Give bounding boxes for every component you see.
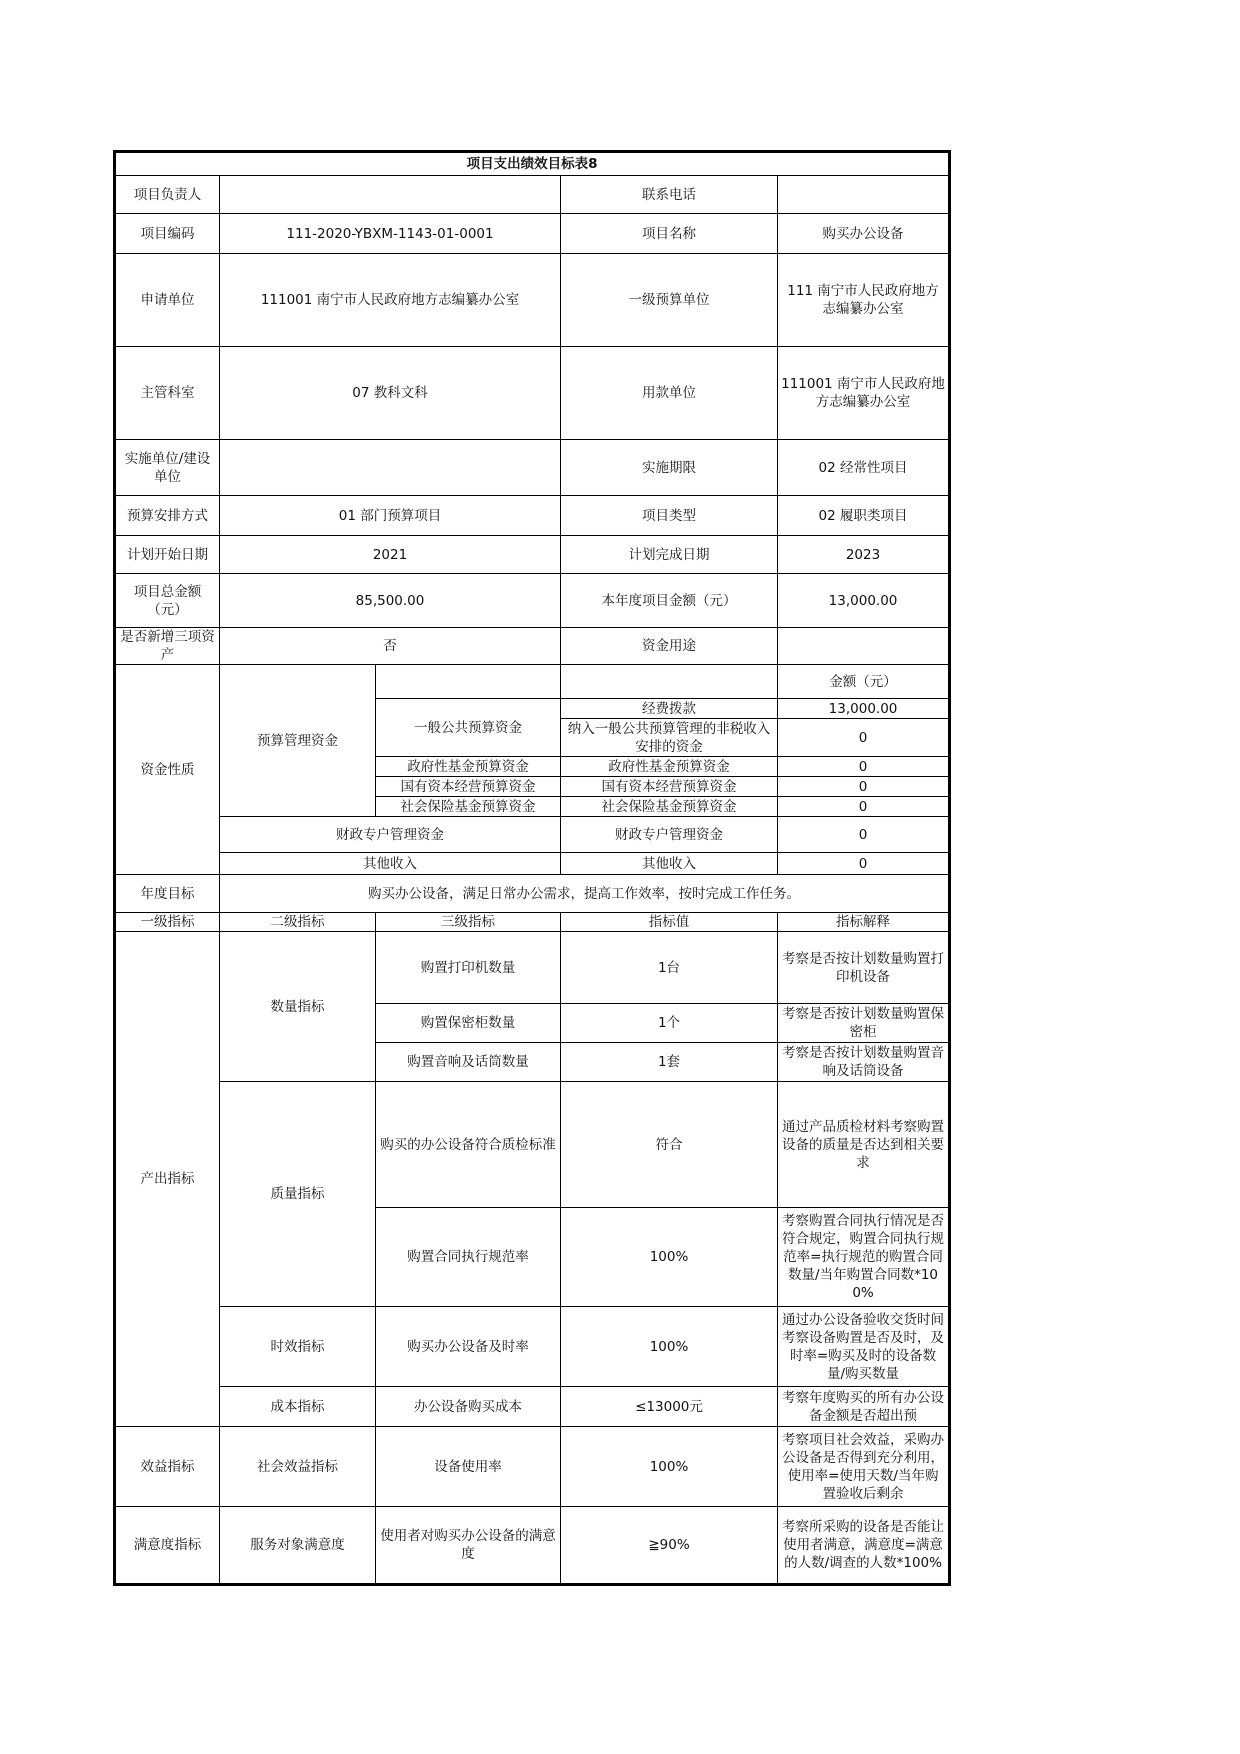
c1-desc: 考察年度购买的所有办公设备金额是否超出预 [778, 1387, 950, 1427]
s1-desc: 考察项目社会效益，采购办公设备是否得到充分利用，使用率=使用天数/当年购置验收后剩余 [778, 1427, 950, 1507]
budget-mgmt-label: 预算管理资金 [220, 665, 376, 817]
q2-name: 购置保密柜数量 [376, 1004, 561, 1043]
payer-label: 用款单位 [561, 347, 778, 440]
output-indicator-label: 产出指标 [115, 932, 220, 1427]
ql1-desc: 通过产品质检材料考察购置设备的质量是否达到相关要求 [778, 1082, 950, 1208]
phone-label: 联系电话 [561, 176, 778, 214]
funds-blank-cell [376, 665, 561, 699]
type-value: 02 履职类项目 [778, 496, 950, 536]
state-capital-value: 0 [778, 777, 950, 797]
level1-label: 一级预算单位 [561, 254, 778, 347]
social-insurance-value: 0 [778, 797, 950, 817]
header-level3: 三级指标 [376, 913, 561, 932]
q3-value: 1套 [561, 1043, 778, 1082]
code-label: 项目编码 [115, 214, 220, 254]
special-label-2: 财政专户管理资金 [561, 817, 778, 853]
total-value: 85,500.00 [220, 574, 561, 628]
appropriation-value: 13,000.00 [778, 699, 950, 719]
dept-value: 07 教科文科 [220, 347, 561, 440]
quality-indicator-label: 质量指标 [220, 1082, 376, 1307]
header-level1: 一级指标 [115, 913, 220, 932]
t1-name: 购买办公设备及时率 [376, 1307, 561, 1387]
end-value: 2023 [778, 536, 950, 574]
service-satisfaction-label: 服务对象满意度 [220, 1507, 376, 1585]
nontax-value: 0 [778, 719, 950, 757]
owner-value [220, 176, 561, 214]
impl-value [220, 440, 561, 496]
sat1-desc: 考察所采购的设备是否能让使用者满意，满意度=满意的人数/调查的人数*100% [778, 1507, 950, 1585]
annual-goal-label: 年度目标 [115, 875, 220, 913]
amount-header: 金额（元） [778, 665, 950, 699]
gov-fund-value: 0 [778, 757, 950, 777]
state-capital-label-2: 国有资本经营预算资金 [561, 777, 778, 797]
other-label-2: 其他收入 [561, 853, 778, 875]
applicant-label: 申请单位 [115, 254, 220, 347]
budget-mode-label: 预算安排方式 [115, 496, 220, 536]
q1-value: 1台 [561, 932, 778, 1004]
ql1-name: 购买的办公设备符合质检标准 [376, 1082, 561, 1208]
period-label: 实施期限 [561, 440, 778, 496]
header-value: 指标值 [561, 913, 778, 932]
name-label: 项目名称 [561, 214, 778, 254]
q2-desc: 考察是否按计划数量购置保密柜 [778, 1004, 950, 1043]
budget-mode-value: 01 部门预算项目 [220, 496, 561, 536]
gov-fund-label-2: 政府性基金预算资金 [561, 757, 778, 777]
header-level2: 二级指标 [220, 913, 376, 932]
annual-goal-value: 购买办公设备，满足日常办公需求，提高工作效率，按时完成工作任务。 [220, 875, 950, 913]
phone-value [778, 176, 950, 214]
table-title: 项目支出绩效目标表8 [115, 152, 950, 176]
performance-target-table [113, 150, 951, 1586]
period-value: 02 经常性项目 [778, 440, 950, 496]
payer-value: 111001 南宁市人民政府地方志编纂办公室 [778, 347, 950, 440]
sat1-value: ≧90% [561, 1507, 778, 1585]
year-amount-value: 13,000.00 [778, 574, 950, 628]
ql1-value: 符合 [561, 1082, 778, 1208]
name-value: 购买办公设备 [778, 214, 950, 254]
appropriation-label: 经费拨款 [561, 699, 778, 719]
impl-label: 实施单位/建设单位 [115, 440, 220, 496]
c1-name: 办公设备购买成本 [376, 1387, 561, 1427]
dept-label: 主管科室 [115, 347, 220, 440]
special-value: 0 [778, 817, 950, 853]
funds-blank-cell [561, 665, 778, 699]
start-label: 计划开始日期 [115, 536, 220, 574]
state-capital-label: 国有资本经营预算资金 [376, 777, 561, 797]
general-public-label: 一般公共预算资金 [376, 699, 561, 757]
nontax-label: 纳入一般公共预算管理的非税收入安排的资金 [561, 719, 778, 757]
total-label: 项目总金额（元） [115, 574, 220, 628]
applicant-value: 111001 南宁市人民政府地方志编纂办公室 [220, 254, 561, 347]
t1-value: 100% [561, 1307, 778, 1387]
funds-label: 资金性质 [115, 665, 220, 875]
timeliness-indicator-label: 时效指标 [220, 1307, 376, 1387]
year-amount-label: 本年度项目金额（元） [561, 574, 778, 628]
q3-desc: 考察是否按计划数量购置音响及话筒设备 [778, 1043, 950, 1082]
other-value: 0 [778, 853, 950, 875]
usage-value [778, 628, 950, 665]
header-explain: 指标解释 [778, 913, 950, 932]
quantity-indicator-label: 数量指标 [220, 932, 376, 1082]
s1-value: 100% [561, 1427, 778, 1507]
ql2-value: 100% [561, 1208, 778, 1307]
q1-desc: 考察是否按计划数量购置打印机设备 [778, 932, 950, 1004]
s1-name: 设备使用率 [376, 1427, 561, 1507]
gov-fund-label: 政府性基金预算资金 [376, 757, 561, 777]
social-insurance-label: 社会保险基金预算资金 [376, 797, 561, 817]
end-label: 计划完成日期 [561, 536, 778, 574]
sat1-name: 使用者对购买办公设备的满意度 [376, 1507, 561, 1585]
other-label: 其他收入 [220, 853, 561, 875]
owner-label: 项目负责人 [115, 176, 220, 214]
c1-value: ≤13000元 [561, 1387, 778, 1427]
satisfaction-indicator-label: 满意度指标 [115, 1507, 220, 1585]
benefit-indicator-label: 效益指标 [115, 1427, 220, 1507]
level1-value: 111 南宁市人民政府地方志编纂办公室 [778, 254, 950, 347]
cost-indicator-label: 成本指标 [220, 1387, 376, 1427]
q1-name: 购置打印机数量 [376, 932, 561, 1004]
usage-label: 资金用途 [561, 628, 778, 665]
start-value: 2021 [220, 536, 561, 574]
special-label: 财政专户管理资金 [220, 817, 561, 853]
q2-value: 1个 [561, 1004, 778, 1043]
code-value: 111-2020-YBXM-1143-01-0001 [220, 214, 561, 254]
t1-desc: 通过办公设备验收交货时间考察设备购置是否及时，及时率=购买及时的设备数量/购买数量 [778, 1307, 950, 1387]
new-asset-value: 否 [220, 628, 561, 665]
ql2-name: 购置合同执行规范率 [376, 1208, 561, 1307]
social-insurance-label-2: 社会保险基金预算资金 [561, 797, 778, 817]
new-asset-label: 是否新增三项资产 [115, 628, 220, 665]
type-label: 项目类型 [561, 496, 778, 536]
social-benefit-label: 社会效益指标 [220, 1427, 376, 1507]
ql2-desc: 考察购置合同执行情况是否符合规定，购置合同执行规范率=执行规范的购置合同数量/当年购置合同数*100% [778, 1208, 950, 1307]
q3-name: 购置音响及话筒数量 [376, 1043, 561, 1082]
